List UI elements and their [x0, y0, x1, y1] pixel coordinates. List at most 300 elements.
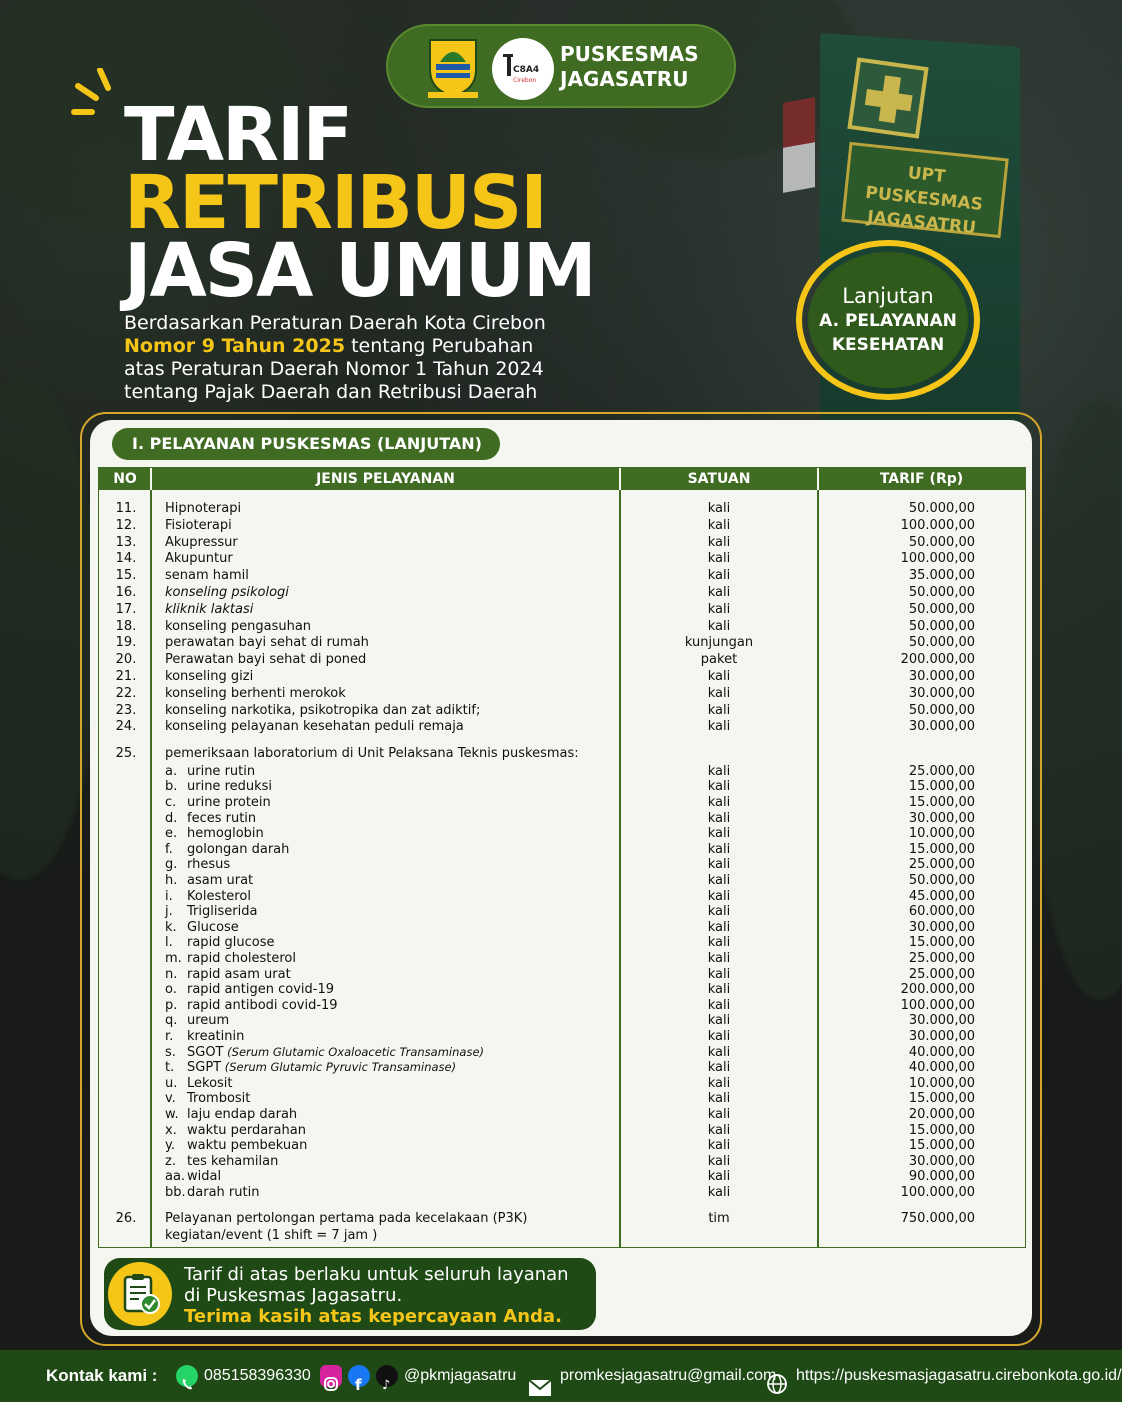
row-name-text: rapid antigen covid-19	[187, 982, 334, 998]
contact-email-text: promkesjagasatru@gmail.com	[560, 1367, 777, 1384]
row-name: konseling gizi	[165, 669, 254, 684]
subtitle-line4: tentang Pajak Daerah dan Retribusi Daerah	[124, 381, 538, 403]
row-unit: kali	[707, 719, 731, 735]
title-line2: RETRIBUSI	[124, 160, 546, 246]
row-name-text: rapid antibodi covid-19	[187, 997, 338, 1013]
row-no: 24.	[115, 719, 137, 735]
row-no: 25.	[115, 746, 137, 762]
row-tarif: 90.000,00	[908, 1169, 975, 1185]
row-tarif: 100.000,00	[900, 517, 975, 533]
row-tarif: 25.000,00	[908, 966, 975, 982]
row-letter: s.	[165, 1044, 176, 1060]
header-org-line2: JAGASATRU	[560, 67, 689, 91]
row-tarif: 15.000,00	[908, 935, 975, 951]
row-name-text: tes kehamilan	[187, 1153, 279, 1169]
row-letter: d.	[165, 810, 178, 826]
row-tarif: 50.000,00	[908, 601, 975, 617]
row-tarif: 30.000,00	[908, 669, 975, 684]
row-name	[187, 903, 647, 920]
table-row	[99, 718, 1025, 735]
row-no: 19.	[115, 635, 137, 651]
table-subrow	[99, 966, 1025, 983]
badge-line1: Lanjutan	[842, 284, 934, 308]
row-letter: u.	[165, 1075, 178, 1091]
table-row	[99, 584, 1025, 601]
table-subrow	[99, 794, 1025, 811]
row-tarif: 50.000,00	[908, 635, 975, 651]
row-tarif: 30.000,00	[908, 1028, 975, 1044]
row-tarif: 30.000,00	[908, 1153, 975, 1169]
note-line1: Tarif di atas berlaku untuk seluruh layanan	[184, 1264, 569, 1285]
row-tarif: 30.000,00	[908, 1013, 975, 1029]
table-row	[99, 534, 1025, 551]
row-tarif: 20.000,00	[908, 1106, 975, 1122]
table-subrow	[99, 1090, 1025, 1107]
row-unit: kali	[707, 826, 731, 842]
row-tarif: 15.000,00	[908, 1091, 975, 1107]
contact-social[interactable]	[320, 1350, 516, 1402]
row-tarif: 40.000,00	[908, 1044, 975, 1060]
row-tarif: 40.000,00	[908, 1060, 975, 1076]
whatsapp-icon	[176, 1365, 198, 1387]
row-letter: aa.	[165, 1169, 186, 1185]
table-subrow	[99, 1168, 1025, 1185]
row-letter: h.	[165, 872, 178, 888]
row-letter: w.	[165, 1106, 179, 1122]
row-letter: e.	[165, 826, 178, 842]
table-subrow	[99, 856, 1025, 873]
row-name	[187, 825, 647, 842]
row-no: 26.	[115, 1210, 137, 1226]
row-name	[187, 841, 647, 858]
row-name-text: Trombosit	[187, 1091, 251, 1107]
row-name	[187, 1012, 647, 1029]
contact-bar	[0, 1350, 1122, 1402]
tiktok-icon	[376, 1365, 398, 1393]
row-no: 17.	[115, 601, 137, 617]
logo-tiny-text: Cirebon	[513, 77, 537, 84]
row-unit: kali	[707, 935, 731, 951]
row-name	[187, 997, 647, 1014]
row-tarif: 50.000,00	[908, 501, 975, 516]
row-unit: kali	[707, 517, 731, 533]
row-name	[187, 888, 647, 905]
row-name-text: rapid cholesterol	[187, 950, 297, 966]
row-unit: kali	[707, 1184, 731, 1200]
table-row	[99, 500, 1025, 517]
table-header	[99, 468, 1025, 490]
row-letter: k.	[165, 919, 177, 935]
row-name: Akupressur	[165, 534, 238, 550]
header-org-line1: PUSKESMAS	[560, 42, 699, 66]
header-pill	[386, 24, 736, 108]
row-no: 23.	[115, 702, 137, 718]
header-name: JENIS PELAYANAN	[316, 471, 455, 487]
row-unit: kali	[707, 794, 731, 810]
bg-sign-line1: UPT PUSKESMAS	[864, 163, 984, 216]
facebook-icon	[348, 1365, 370, 1394]
contact-email[interactable]	[528, 1350, 776, 1402]
row-unit: kali	[707, 1075, 731, 1091]
note-pill	[104, 1258, 596, 1330]
row-name: Hipnoterapi	[165, 501, 242, 516]
bg-foliage	[1030, 400, 1122, 1000]
contact-website-text: https://puskesmasjagasatru.cirebonkota.go.id/	[796, 1367, 1122, 1384]
table-subrow	[99, 825, 1025, 842]
row-tarif: 50.000,00	[908, 585, 975, 600]
row-tarif: 15.000,00	[908, 1122, 975, 1138]
header-unit: SATUAN	[687, 471, 751, 487]
row-name	[187, 872, 647, 889]
row-tarif: 30.000,00	[908, 810, 975, 826]
row-tarif: 25.000,00	[908, 857, 975, 873]
row-name: konseling pelayanan kesehatan peduli remaja	[165, 719, 464, 735]
row-name: konseling pengasuhan	[165, 618, 312, 634]
row-name-text: rapid glucose	[187, 935, 275, 951]
row-name-text: Kolesterol	[187, 888, 251, 904]
row-tarif: 10.000,00	[908, 1075, 975, 1091]
row-name	[187, 1044, 647, 1061]
row-letter: m.	[165, 950, 182, 966]
row-tarif: 15.000,00	[908, 841, 975, 857]
note-line3: Terima kasih atas kepercayaan Anda.	[184, 1306, 562, 1327]
row-unit: kali	[707, 702, 731, 718]
row-no: 12.	[115, 517, 137, 533]
row-tarif: 25.000,00	[908, 763, 975, 779]
row-tarif: 50.000,00	[908, 534, 975, 550]
contact-phone[interactable]	[176, 1350, 311, 1402]
bg-sign-line2: JAGASATRU	[866, 207, 977, 239]
badge-line3: KESEHATAN	[831, 335, 945, 355]
table-subrow	[99, 1044, 1025, 1061]
row-letter: b.	[165, 779, 178, 795]
row-no: 22.	[115, 685, 137, 701]
subtitle-line2-rest: tentang Perubahan	[345, 335, 534, 357]
table-row	[99, 618, 1025, 635]
row-unit: kali	[707, 1044, 731, 1060]
bg-sign-cross-icon	[847, 57, 928, 138]
row-letter: y.	[165, 1138, 175, 1154]
row-unit: kali	[707, 997, 731, 1013]
row-unit: kali	[707, 1169, 731, 1185]
row-unit: kali	[707, 1138, 731, 1154]
section-title: I. PELAYANAN PUSKESMAS (LANJUTAN)	[112, 428, 500, 460]
row-tarif: 30.000,00	[908, 919, 975, 935]
tariff-table	[98, 467, 1026, 1248]
row-name-text: Glucose	[187, 919, 239, 935]
row-unit: kali	[707, 1153, 731, 1169]
row-name-text: laju endap darah	[187, 1106, 298, 1122]
table-subrow	[99, 1137, 1025, 1154]
row-unit: kunjungan	[684, 635, 754, 651]
mail-icon	[528, 1367, 552, 1385]
row-name-text: rhesus	[187, 857, 231, 873]
table-subrow	[99, 1106, 1025, 1123]
puskesmas-logo-icon	[492, 38, 554, 100]
row-tarif: 15.000,00	[908, 794, 975, 810]
row-name	[187, 934, 647, 951]
row-name	[187, 794, 647, 811]
row-tarif: 100.000,00	[900, 551, 975, 567]
row-tarif: 200.000,00	[900, 982, 975, 998]
row-no: 15.	[115, 568, 137, 584]
table-subrow	[99, 950, 1025, 967]
row-letter: i.	[165, 888, 173, 904]
row-name-text: asam urat	[187, 872, 254, 888]
table-row	[99, 745, 1025, 762]
row-unit: kali	[707, 919, 731, 935]
row-unit: kali	[707, 501, 731, 516]
row-unit: tim	[708, 1210, 730, 1226]
row-no: 16.	[115, 585, 137, 600]
row-letter: t.	[165, 1060, 175, 1076]
table-subrow	[99, 1012, 1025, 1029]
row-name	[187, 1122, 647, 1139]
row-name: konseling psikologi	[165, 585, 289, 600]
table-row	[99, 567, 1025, 584]
row-unit: kali	[707, 568, 731, 584]
row-name	[187, 763, 647, 780]
row-name	[187, 1137, 647, 1154]
row-letter: g.	[165, 857, 178, 873]
row-name: pemeriksaan laboratorium di Unit Pelaksana Teknis puskesmas:	[165, 746, 579, 762]
globe-icon	[766, 1365, 788, 1387]
clipboard-check-icon	[108, 1262, 172, 1326]
row-tarif: 35.000,00	[908, 568, 975, 584]
row-name	[165, 1210, 645, 1244]
row-letter: q.	[165, 1013, 178, 1029]
row-name: Fisioterapi	[165, 517, 232, 533]
row-name	[187, 1028, 647, 1045]
header-org-name	[560, 42, 699, 92]
row-name: perawatan bayi sehat di rumah	[165, 635, 369, 651]
row-unit: kali	[707, 618, 731, 634]
svg-text:C8A4: C8A4	[513, 65, 540, 75]
row-unit: kali	[707, 857, 731, 873]
row-letter: n.	[165, 966, 178, 982]
row-name-text: SGPT	[187, 1060, 222, 1076]
row-name: senam hamil	[165, 568, 249, 584]
table-subrow	[99, 1122, 1025, 1139]
row-unit: kali	[707, 1013, 731, 1029]
subtitle	[124, 312, 594, 404]
row-no: 18.	[115, 618, 137, 634]
contact-social-text: @pkmjagasatru	[404, 1367, 517, 1384]
row-tarif: 100.000,00	[900, 1184, 975, 1200]
subtitle-line1: Berdasarkan Peraturan Daerah Kota Cirebon	[124, 312, 546, 334]
row-name-note: (Serum Glutamic Oxaloacetic Transaminase)	[223, 1044, 485, 1059]
table-row	[99, 550, 1025, 567]
row-letter: a.	[165, 763, 178, 779]
row-no: 20.	[115, 652, 137, 668]
table-subrow	[99, 1075, 1025, 1092]
row-name-text: feces rutin	[187, 810, 257, 826]
title-line3: JASA UMUM	[124, 228, 595, 314]
contact-label: Kontak kami :	[46, 1366, 158, 1385]
table-subrow	[99, 1184, 1025, 1201]
row-name-text: urine rutin	[187, 763, 256, 779]
subtitle-highlight: Nomor 9 Tahun 2025	[124, 335, 346, 357]
row-name-text: Trigliserida	[187, 904, 258, 920]
row-unit: kali	[707, 669, 731, 684]
row-no: 21.	[115, 669, 137, 684]
row-unit: kali	[707, 685, 731, 701]
row-unit: kali	[707, 1091, 731, 1107]
row-tarif: 200.000,00	[900, 652, 975, 668]
row-name-text: urine protein	[187, 794, 271, 810]
row-unit: kali	[707, 950, 731, 966]
row-name	[187, 810, 647, 827]
subtitle-line3: atas Peraturan Daerah Nomor 1 Tahun 2024	[124, 358, 544, 380]
row-name	[187, 1168, 647, 1185]
row-letter: j.	[165, 904, 173, 920]
row-tarif: 750.000,00	[900, 1210, 975, 1226]
row-unit: kali	[707, 551, 731, 567]
row-name-text: widal	[187, 1169, 222, 1185]
row-unit: kali	[707, 534, 731, 550]
row-no: 11.	[115, 501, 137, 516]
table-subrow	[99, 1153, 1025, 1170]
row-name	[187, 919, 647, 936]
row-tarif: 30.000,00	[908, 685, 975, 701]
row-unit: paket	[700, 652, 738, 668]
city-crest-icon	[424, 34, 482, 100]
contact-phone-text: 085158396330	[204, 1367, 311, 1384]
row-name	[187, 1153, 647, 1170]
table-subrow	[99, 841, 1025, 858]
header-tarif: TARIF (Rp)	[879, 471, 964, 487]
row-name	[187, 1090, 647, 1107]
table-subrow	[99, 872, 1025, 889]
row-name	[187, 1184, 647, 1201]
row-tarif: 50.000,00	[908, 872, 975, 888]
row-name: Perawatan bayi sehat di poned	[165, 652, 367, 668]
bg-sign-plate	[841, 142, 1008, 238]
row-letter: bb.	[165, 1184, 186, 1200]
row-no: 13.	[115, 534, 137, 550]
row-unit: kali	[707, 982, 731, 998]
svg-text:♪: ♪	[382, 1378, 391, 1393]
row-unit: kali	[707, 904, 731, 920]
row-name	[187, 1059, 647, 1076]
section-badge	[796, 240, 980, 400]
row-name-text: waktu pembekuan	[187, 1138, 308, 1154]
row-name-line1: Pelayanan pertolongan pertama pada kecelakaan (P3K)	[165, 1210, 528, 1226]
row-name: Akupuntur	[165, 551, 233, 567]
table-row	[99, 601, 1025, 618]
row-unit: kali	[707, 810, 731, 826]
row-name-text: ureum	[187, 1013, 230, 1029]
row-letter: o.	[165, 982, 177, 998]
table-subrow	[99, 903, 1025, 920]
row-name-text: darah rutin	[187, 1184, 260, 1200]
row-name-text: rapid asam urat	[187, 966, 291, 982]
row-name-text: hemoglobin	[187, 826, 264, 842]
row-name: kliknik laktasi	[165, 601, 254, 617]
row-unit: kali	[707, 1060, 731, 1076]
row-name	[187, 1075, 647, 1092]
table-row	[99, 517, 1025, 534]
table-subrow	[99, 1059, 1025, 1076]
contact-website[interactable]	[766, 1350, 1122, 1402]
row-unit: kali	[707, 1028, 731, 1044]
row-tarif: 60.000,00	[908, 904, 975, 920]
row-letter: r.	[165, 1028, 174, 1044]
row-tarif: 50.000,00	[908, 618, 975, 634]
table-subrow	[99, 997, 1025, 1014]
row-unit: kali	[707, 966, 731, 982]
row-letter: c.	[165, 794, 177, 810]
row-name: konseling narkotika, psikotropika dan zat adiktif;	[165, 702, 481, 718]
row-unit: kali	[707, 601, 731, 617]
row-no: 14.	[115, 551, 137, 567]
table-subrow	[99, 888, 1025, 905]
table-subrow	[99, 919, 1025, 936]
row-letter: l.	[165, 935, 173, 951]
row-unit: kali	[707, 779, 731, 795]
row-name-text: Lekosit	[187, 1075, 233, 1091]
row-name-text: SGOT	[187, 1044, 224, 1060]
row-name	[187, 981, 647, 998]
badge-line2: A. PELAYANAN	[819, 311, 957, 331]
subtitle-line2	[124, 335, 594, 358]
row-tarif: 45.000,00	[908, 888, 975, 904]
row-tarif: 100.000,00	[900, 997, 975, 1013]
row-name	[187, 950, 647, 967]
row-unit: kali	[707, 585, 731, 600]
row-tarif: 15.000,00	[908, 779, 975, 795]
row-unit: kali	[707, 872, 731, 888]
row-unit: kali	[707, 888, 731, 904]
row-tarif: 50.000,00	[908, 702, 975, 718]
row-name	[187, 966, 647, 983]
row-name	[187, 856, 647, 873]
sparks-icon	[70, 68, 130, 124]
row-name-text: waktu perdarahan	[187, 1122, 306, 1138]
table-row	[99, 1210, 1025, 1244]
note-line2: di Puskesmas Jagasatru.	[184, 1285, 403, 1306]
row-unit: kali	[707, 1106, 731, 1122]
row-name-note: (Serum Glutamic Pyruvic Transaminase)	[221, 1060, 457, 1075]
row-name-text: kreatinin	[187, 1028, 245, 1044]
row-unit: kali	[707, 1122, 731, 1138]
row-letter: x.	[165, 1122, 177, 1138]
table-row	[99, 702, 1025, 719]
row-tarif: 30.000,00	[908, 719, 975, 735]
row-name	[187, 778, 647, 795]
svg-text:f: f	[355, 1376, 362, 1394]
row-tarif: 10.000,00	[908, 826, 975, 842]
table-row	[99, 685, 1025, 702]
row-name-line2: kegiatan/event (1 shift = 7 jam )	[165, 1227, 378, 1243]
row-tarif: 25.000,00	[908, 950, 975, 966]
row-unit: kali	[707, 841, 731, 857]
row-name: konseling berhenti merokok	[165, 685, 346, 701]
table-subrow	[99, 1028, 1025, 1045]
row-letter: f.	[165, 841, 173, 857]
row-name-text: urine reduksi	[187, 779, 273, 795]
title-line1: TARIF	[124, 92, 352, 178]
table-subrow	[99, 810, 1025, 827]
table-row	[99, 634, 1025, 651]
row-name-text: golongan darah	[187, 841, 290, 857]
table-row	[99, 651, 1025, 668]
table-subrow	[99, 763, 1025, 780]
table-subrow	[99, 778, 1025, 795]
row-letter: z.	[165, 1153, 176, 1169]
row-letter: v.	[165, 1091, 176, 1107]
note-text	[184, 1264, 569, 1327]
